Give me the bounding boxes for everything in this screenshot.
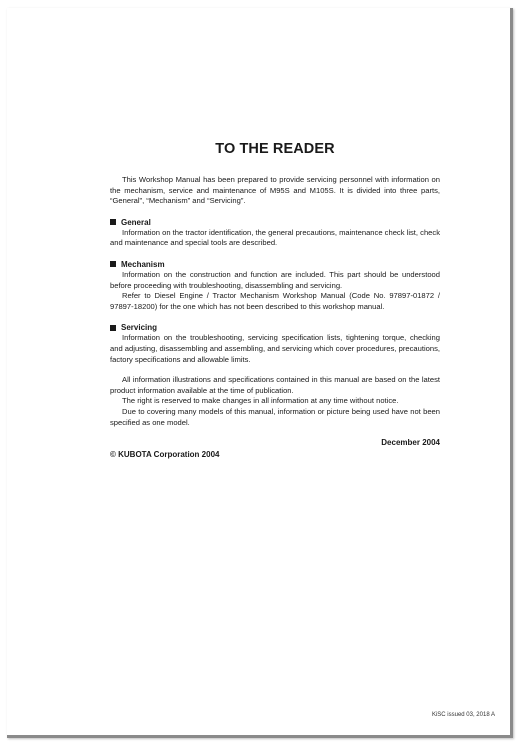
closing-paragraph: Due to covering many models of this manual, information or picture being used have not been specified as one model. [110, 406, 440, 427]
section-heading-general [110, 217, 440, 228]
square-bullet-icon [110, 219, 116, 225]
section-paragraph: Information on the troubleshooting, servicing specification lists, tightening torque, checking and adjusting, disassembling and assembling, and servicing which cover procedures, precautions, factory specifications and allowable limits. [110, 333, 440, 364]
section-heading-text: Mechanism [121, 259, 165, 269]
section-heading-text: General [121, 217, 151, 227]
section-mechanism [110, 259, 440, 312]
closing-paragraph: All information illustrations and specifications contained in this manual are based on the latest product information available at the time of publication. [110, 375, 440, 395]
square-bullet-icon [110, 325, 116, 331]
section-general [110, 217, 440, 249]
spacer [110, 365, 440, 375]
issue-footer: KiSC issued 03, 2018 A [431, 712, 495, 718]
section-paragraph: Refer to Diesel Engine / Tractor Mechanism Workshop Manual (Code No. 97897-01872 / 97897-18200) for the one which has not been described to this workshop manual. [110, 291, 440, 311]
section-servicing [110, 322, 440, 365]
square-bullet-icon [110, 261, 116, 267]
copyright-notice: © KUBOTA Corporation 2004 [110, 450, 220, 460]
section-heading-mechanism [110, 259, 440, 270]
section-heading-servicing [110, 322, 440, 333]
section-paragraph: Information on the tractor identification, the general precautions, maintenance check list, check and maintenance and special tools are described. [110, 227, 440, 248]
closing-paragraph: The right is reserved to make changes in all information at any time without notice. [122, 396, 399, 406]
section-heading-text: Servicing [121, 323, 158, 333]
section-paragraph: Information on the construction and function are included. This part should be understood before proceeding with troubleshooting, disassembling and servicing. [110, 269, 440, 290]
page-title: TO THE READER [215, 141, 335, 157]
document-body [110, 141, 440, 460]
intro-paragraph: This Workshop Manual has been prepared to provide servicing personnel with information on the mechanism, service and maintenance of M95S and M105S. It is divided into three parts, “General”, “Mechanism” and “Servicing”. [110, 175, 440, 206]
publication-date: December 2004 [381, 438, 440, 448]
